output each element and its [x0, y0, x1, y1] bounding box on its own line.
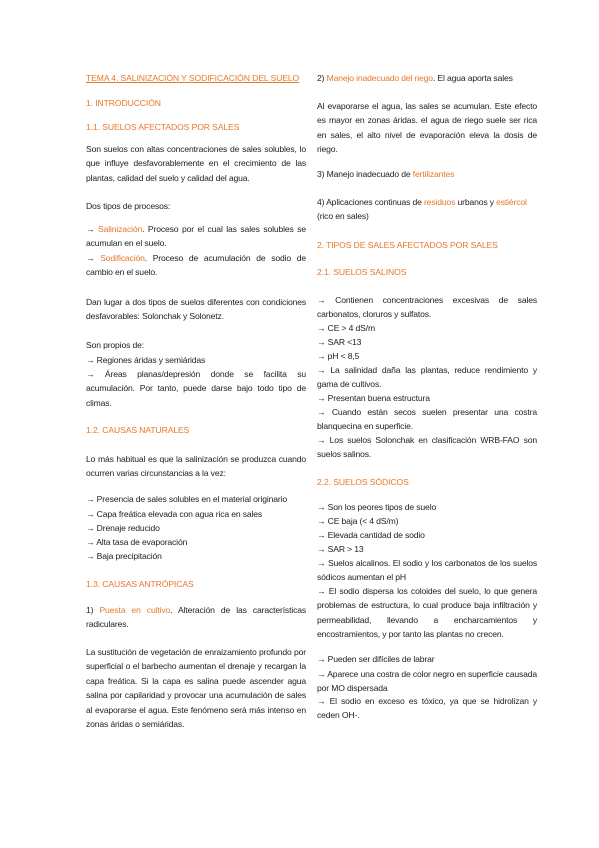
list-item: → SAR <13: [317, 337, 362, 347]
list-item: → Los suelos Solonchak en clasificación WRB-FAO son suelos salinos.: [317, 435, 537, 460]
list-item: → La salinidad daña las plantas, reduce rendimiento y gama de cultivos.: [317, 365, 537, 390]
item-puesta-cultivo: [86, 603, 306, 632]
term-residuos: residuos: [423, 197, 456, 207]
list-item: → CE > 4 dS/m: [317, 323, 375, 333]
list-item-areas: → Áreas planas/depresión donde se facilita su acumulación. Por tanto, puede darse bajo todo tipo de climas.: [86, 369, 306, 408]
cause-number: 1): [86, 605, 100, 615]
residuos-text: 4) Aplicaciones continuas de: [317, 197, 424, 207]
item-salinizacion: [86, 222, 306, 251]
heading-suelos-sodicos: 2.2. SUELOS SÓDICOS: [317, 477, 409, 487]
list-item: → Pueden ser difíciles de labrar: [317, 654, 435, 664]
list-item: → Presentan buena estructura: [317, 393, 430, 403]
paragraph-tipos-suelos: Dan lugar a dos tipos de suelos diferentes con condiciones desfavorables: Solonchak y Solonetz.: [86, 297, 306, 322]
sodificacion-text: . Proceso de acumulación de sodio de cambio en el suelo.: [86, 253, 307, 278]
paragraph-tipos-procesos: Dos tipos de procesos:: [86, 201, 171, 211]
list-item: → El sodio en exceso es tóxico, ya que se hidrolizan y ceden OH-.: [317, 696, 537, 721]
document-title: TEMA 4. SALINIZACIÓN Y SODIFICACIÓN DEL SUELO: [86, 73, 300, 83]
residuos-text-2: urbanos y: [455, 197, 497, 207]
item-manejo-riego: [317, 71, 537, 85]
term-puesta-cultivo: Puesta en cultivo: [99, 605, 171, 615]
term-fertilizantes: fertilizantes: [412, 169, 455, 179]
paragraph-propios: Son propios de:: [86, 340, 144, 350]
list-item: → Elevada cantidad de sodio: [317, 530, 425, 540]
paragraph-sustitucion: La sustitución de vegetación de enraizamiento profundo por superficial o el barbecho aumentan el drenaje y recargan la capa freática. Si la capa es salina puede ascender agua salina por capilaridad y provocar una acumulación de sales al evaporarse el agua. Este fenómeno será más intenso en zonas áridas o semiáridas.: [86, 647, 306, 730]
residuos-text-3: (rico en sales): [317, 211, 369, 222]
term-sodificacion: Sodificación: [100, 253, 145, 263]
list-item: → Presencia de sales solubles en el material originario: [86, 494, 287, 504]
paragraph-intro: Son suelos con altas concentraciones de sales solubles, lo que influye desfavorablemente en el crecimiento de las plantas, calidad del suelo y calidad del agua.: [86, 144, 306, 183]
heading-suelos-afectados: 1.1. SUELOS AFECTADOS POR SALES: [86, 122, 240, 132]
list-item: → Aparece una costra de color negro en superficie causada por MO dispersada: [317, 669, 537, 694]
list-item: → SAR > 13: [317, 544, 364, 554]
salinizacion-text: . Proceso por el cual las sales solubles se acumulan en el suelo.: [86, 224, 307, 249]
term-estiercol: estiércol: [496, 197, 527, 207]
cause-number: 2): [317, 73, 327, 83]
item-fertilizantes: [317, 167, 537, 181]
list-item: → Capa freática elevada con agua rica en sales: [86, 509, 263, 519]
heading-causas-naturales: 1.2. CAUSAS NATURALES: [86, 425, 190, 435]
list-item: → Cuando están secos suelen presentar una costra blanquecina en superficie.: [317, 407, 537, 432]
fertilizantes-text: 3) Manejo inadecuado de: [317, 169, 413, 179]
heading-tipos-sales: 2. TIPOS DE SALES AFECTADOS POR SALES: [317, 240, 498, 250]
arrow-icon: →: [86, 224, 99, 234]
item-residuos: [317, 195, 537, 224]
heading-introduccion: 1. INTRODUCCIÓN: [86, 98, 161, 108]
item-sodificacion: [86, 251, 306, 280]
term-salinizacion: Salinización: [98, 224, 143, 234]
list-item-regiones: → Regiones áridas y semiáridas: [86, 355, 206, 365]
manejo-riego-text: . El agua aporta sales: [432, 73, 513, 83]
list-item: → El sodio dispersa los coloides del suelo, lo que genera problemas de estructura, lo cual produce baja infiltración y permeabilidad, llevando a encharcamientos y encostramientos, y por tanto las plantas no crecen.: [317, 586, 537, 640]
list-item: → Drenaje reducido: [86, 523, 160, 533]
paragraph-evaporarse: Al evaporarse el agua, las sales se acumulan. Este efecto es mayor en zonas áridas. el agua de riego suele ser rica en sales, el alto nivel de evaporación eleva la dosis de riego.: [317, 101, 537, 155]
list-item: → Suelos alcalinos. El sodio y los carbonatos de los suelos sódicos aumentan el pH: [317, 558, 537, 583]
term-manejo-riego: Manejo inadecuado del riego: [326, 73, 433, 83]
list-item: → Baja precipitación: [86, 551, 162, 561]
list-item: → Contienen concentraciones excesivas de sales carbonatos, cloruros y sulfatos.: [317, 295, 537, 320]
arrow-icon: →: [86, 253, 101, 263]
puesta-cultivo-text: . Alteración de las características radiculares.: [86, 605, 306, 630]
list-item: → Son los peores tipos de suelo: [317, 502, 437, 512]
list-item: → pH < 8,5: [317, 351, 360, 361]
paragraph-habitual: Lo más habitual es que la salinización se produzca cuando ocurren varias circunstancias a la vez:: [86, 454, 306, 479]
list-item: → CE baja (< 4 dS/m): [317, 516, 399, 526]
list-item: → Alta tasa de evaporación: [86, 537, 188, 547]
heading-causas-antropicas: 1.3. CAUSAS ANTRÓPICAS: [86, 579, 194, 589]
heading-suelos-salinos: 2.1. SUELOS SALINOS: [317, 267, 407, 277]
